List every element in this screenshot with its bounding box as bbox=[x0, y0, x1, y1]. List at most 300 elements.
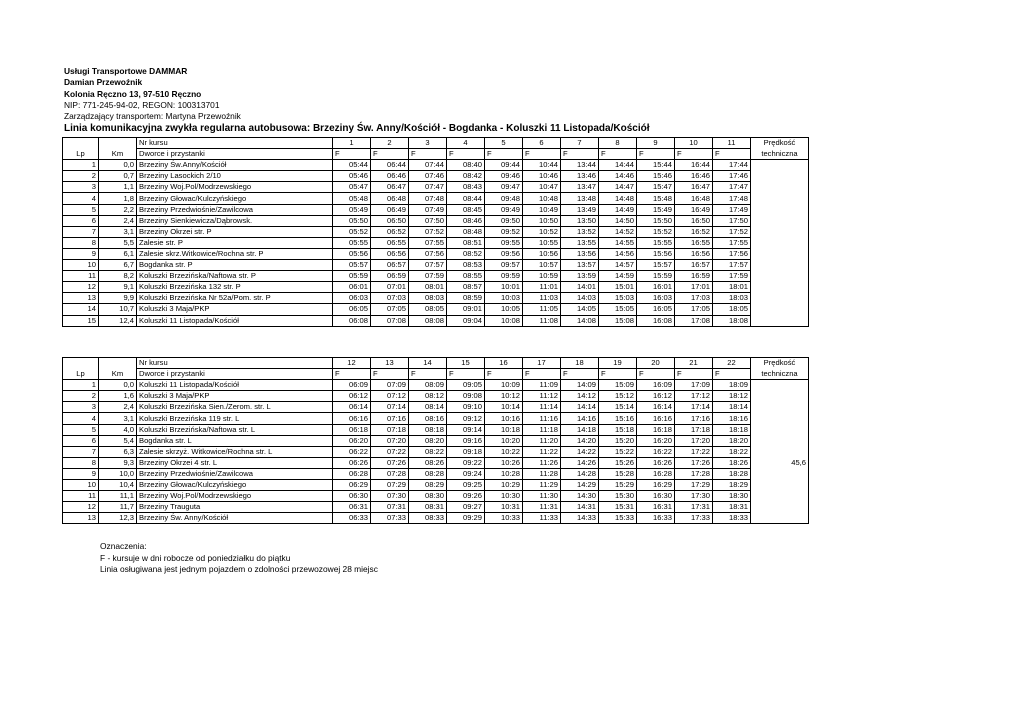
departure-time: 08:01 bbox=[409, 282, 447, 293]
row-km: 6,1 bbox=[99, 248, 137, 259]
course-number: 7 bbox=[561, 138, 599, 149]
departure-time: 07:08 bbox=[371, 315, 409, 326]
departure-time: 14:16 bbox=[561, 413, 599, 424]
departure-time: 17:50 bbox=[713, 215, 751, 226]
departure-time: 09:24 bbox=[447, 468, 485, 479]
row-stop: Brzeziny Św.Anny/Kościół bbox=[137, 160, 333, 171]
departure-time: 08:26 bbox=[409, 457, 447, 468]
speed-empty bbox=[751, 293, 809, 304]
row-stop: Brzeziny Głowac/Kulczyńskiego bbox=[137, 193, 333, 204]
departure-time: 14:08 bbox=[561, 315, 599, 326]
departure-time: 08:33 bbox=[409, 513, 447, 524]
departure-time: 13:56 bbox=[561, 248, 599, 259]
row-km: 0,0 bbox=[99, 160, 137, 171]
departure-time: 08:22 bbox=[409, 446, 447, 457]
departure-time: 18:14 bbox=[713, 402, 751, 413]
departure-time: 16:08 bbox=[637, 315, 675, 326]
departure-time: 07:28 bbox=[371, 468, 409, 479]
departure-time: 16:22 bbox=[637, 446, 675, 457]
departure-time: 09:59 bbox=[485, 271, 523, 282]
row-lp: 7 bbox=[63, 446, 99, 457]
speed-empty bbox=[751, 446, 809, 457]
departure-time: 14:48 bbox=[599, 193, 637, 204]
departure-time: 18:12 bbox=[713, 391, 751, 402]
day-code: F bbox=[371, 369, 409, 380]
speed-empty bbox=[751, 237, 809, 248]
table-row bbox=[63, 446, 809, 457]
departure-time: 18:05 bbox=[713, 304, 751, 315]
departure-time: 14:18 bbox=[561, 424, 599, 435]
row-stop: Koluszki 3 Maja/PKP bbox=[137, 391, 333, 402]
departure-time: 11:28 bbox=[523, 468, 561, 479]
row-lp: 10 bbox=[63, 260, 99, 271]
row-stop: Koluszki 11 Listopada/Kościół bbox=[137, 380, 333, 391]
table-row bbox=[63, 182, 809, 193]
departure-time: 11:08 bbox=[523, 315, 561, 326]
departure-time: 17:56 bbox=[713, 248, 751, 259]
row-stop: Brzeziny Okrzei str. P bbox=[137, 226, 333, 237]
km-header-empty bbox=[99, 138, 137, 149]
row-lp: 5 bbox=[63, 204, 99, 215]
row-stop: Brzeziny Okrzei 4 str. L bbox=[137, 457, 333, 468]
departure-time: 08:42 bbox=[447, 171, 485, 182]
row-lp: 4 bbox=[63, 193, 99, 204]
departure-time: 15:09 bbox=[599, 380, 637, 391]
departure-time: 10:14 bbox=[485, 402, 523, 413]
departure-time: 07:09 bbox=[371, 380, 409, 391]
row-stop: Koluszki 11 Listopada/Kościół bbox=[137, 315, 333, 326]
lp-header-empty bbox=[63, 138, 99, 149]
departure-time: 17:09 bbox=[675, 380, 713, 391]
departure-time: 16:57 bbox=[675, 260, 713, 271]
row-km: 4,0 bbox=[99, 424, 137, 435]
day-code: F bbox=[713, 369, 751, 380]
speed-label: Prędkość bbox=[751, 358, 809, 369]
departure-time: 06:05 bbox=[333, 304, 371, 315]
departure-time: 08:18 bbox=[409, 424, 447, 435]
departure-time: 14:55 bbox=[599, 237, 637, 248]
course-number: 8 bbox=[599, 138, 637, 149]
row-lp: 4 bbox=[63, 413, 99, 424]
departure-time: 13:47 bbox=[561, 182, 599, 193]
departure-time: 08:44 bbox=[447, 193, 485, 204]
departure-time: 16:33 bbox=[637, 513, 675, 524]
row-km: 1,1 bbox=[99, 182, 137, 193]
course-number: 14 bbox=[409, 358, 447, 369]
departure-time: 05:59 bbox=[333, 271, 371, 282]
table-row bbox=[63, 260, 809, 271]
company-address: Kolonia Ręczno 13, 97-510 Ręczno bbox=[64, 88, 202, 99]
legend-f: F - kursuje w dni robocze od poniedziałku do piątku bbox=[100, 552, 291, 563]
departure-time: 06:16 bbox=[333, 413, 371, 424]
row-lp: 10 bbox=[63, 480, 99, 491]
departure-time: 09:26 bbox=[447, 491, 485, 502]
row-lp: 11 bbox=[63, 271, 99, 282]
departure-time: 18:22 bbox=[713, 446, 751, 457]
row-stop: Koluszki Brzezińska/Naftowa str. P bbox=[137, 271, 333, 282]
departure-time: 06:48 bbox=[371, 193, 409, 204]
departure-time: 17:16 bbox=[675, 413, 713, 424]
departure-time: 17:29 bbox=[675, 480, 713, 491]
day-code: F bbox=[675, 369, 713, 380]
row-stop: Bogdanka str. L bbox=[137, 435, 333, 446]
departure-time: 06:59 bbox=[371, 271, 409, 282]
departure-time: 07:49 bbox=[409, 204, 447, 215]
departure-time: 10:29 bbox=[485, 480, 523, 491]
departure-time: 10:08 bbox=[485, 315, 523, 326]
day-code: F bbox=[485, 149, 523, 160]
row-stop: Koluszki 3 Maja/PKP bbox=[137, 304, 333, 315]
departure-time: 18:01 bbox=[713, 282, 751, 293]
departure-time: 09:55 bbox=[485, 237, 523, 248]
departure-time: 15:01 bbox=[599, 282, 637, 293]
speed-empty bbox=[751, 380, 809, 391]
departure-time: 07:20 bbox=[371, 435, 409, 446]
departure-time: 10:18 bbox=[485, 424, 523, 435]
km-label: Km bbox=[99, 369, 137, 380]
day-code: F bbox=[447, 369, 485, 380]
departure-time: 11:22 bbox=[523, 446, 561, 457]
row-km: 2,4 bbox=[99, 215, 137, 226]
row-stop: Zalesie skrz.Witkowice/Rochna str. P bbox=[137, 248, 333, 259]
row-stop: Koluszki Brzezińska Sien./Zerom. str. L bbox=[137, 402, 333, 413]
row-km: 10,0 bbox=[99, 468, 137, 479]
departure-time: 18:28 bbox=[713, 468, 751, 479]
departure-time: 15:29 bbox=[599, 480, 637, 491]
table-row bbox=[63, 248, 809, 259]
row-lp: 2 bbox=[63, 391, 99, 402]
departure-time: 10:50 bbox=[523, 215, 561, 226]
departure-time: 14:33 bbox=[561, 513, 599, 524]
departure-time: 16:50 bbox=[675, 215, 713, 226]
departure-time: 10:55 bbox=[523, 237, 561, 248]
day-code: F bbox=[523, 369, 561, 380]
departure-time: 09:44 bbox=[485, 160, 523, 171]
departure-time: 09:14 bbox=[447, 424, 485, 435]
table-row bbox=[63, 491, 809, 502]
departure-time: 17:22 bbox=[675, 446, 713, 457]
row-km: 9,1 bbox=[99, 282, 137, 293]
departure-time: 10:01 bbox=[485, 282, 523, 293]
departure-time: 14:03 bbox=[561, 293, 599, 304]
table-row bbox=[63, 237, 809, 248]
row-stop: Koluszki Brzezińska 119 str. L bbox=[137, 413, 333, 424]
header-row-days bbox=[63, 369, 809, 380]
course-number: 17 bbox=[523, 358, 561, 369]
row-stop: Brzeziny Sienkiewicza/Dąbrowsk. bbox=[137, 215, 333, 226]
row-stop: Koluszki Brzezińska Nr 52a/Pom. str. P bbox=[137, 293, 333, 304]
departure-time: 17:46 bbox=[713, 171, 751, 182]
departure-time: 11:33 bbox=[523, 513, 561, 524]
table-row bbox=[63, 160, 809, 171]
row-km: 6,3 bbox=[99, 446, 137, 457]
departure-time: 15:08 bbox=[599, 315, 637, 326]
departure-time: 13:48 bbox=[561, 193, 599, 204]
departure-time: 17:47 bbox=[713, 182, 751, 193]
departure-time: 05:55 bbox=[333, 237, 371, 248]
course-number: 22 bbox=[713, 358, 751, 369]
departure-time: 14:05 bbox=[561, 304, 599, 315]
nr-kursu-label: Nr kursu bbox=[137, 138, 333, 149]
speed-empty bbox=[751, 435, 809, 446]
row-stop: Brzeziny Przedwiośnie/Zawilcowa bbox=[137, 468, 333, 479]
departure-time: 16:14 bbox=[637, 402, 675, 413]
day-code: F bbox=[409, 149, 447, 160]
day-code: F bbox=[333, 149, 371, 160]
day-code: F bbox=[447, 149, 485, 160]
table-row bbox=[63, 391, 809, 402]
lp-label: Lp bbox=[63, 369, 99, 380]
departure-time: 07:18 bbox=[371, 424, 409, 435]
row-stop: Brzeziny Lasockich 2/10 bbox=[137, 171, 333, 182]
row-km: 2,4 bbox=[99, 402, 137, 413]
row-lp: 2 bbox=[63, 171, 99, 182]
departure-time: 08:16 bbox=[409, 413, 447, 424]
departure-time: 07:59 bbox=[409, 271, 447, 282]
km-header-empty bbox=[99, 358, 137, 369]
departure-time: 07:29 bbox=[371, 480, 409, 491]
departure-time: 10:31 bbox=[485, 502, 523, 513]
departure-time: 15:48 bbox=[637, 193, 675, 204]
departure-time: 17:01 bbox=[675, 282, 713, 293]
departure-time: 09:47 bbox=[485, 182, 523, 193]
owner-name: Damian Przewoźnik bbox=[64, 77, 143, 88]
departure-time: 07:14 bbox=[371, 402, 409, 413]
departure-time: 10:28 bbox=[485, 468, 523, 479]
row-lp: 5 bbox=[63, 424, 99, 435]
departure-time: 15:57 bbox=[637, 260, 675, 271]
row-km: 5,5 bbox=[99, 237, 137, 248]
departure-time: 10:59 bbox=[523, 271, 561, 282]
departure-time: 11:29 bbox=[523, 480, 561, 491]
departure-time: 06:55 bbox=[371, 237, 409, 248]
departure-time: 08:53 bbox=[447, 260, 485, 271]
table-row bbox=[63, 480, 809, 491]
departure-time: 10:49 bbox=[523, 204, 561, 215]
row-km: 0,7 bbox=[99, 171, 137, 182]
speed-empty bbox=[751, 315, 809, 326]
departure-time: 15:05 bbox=[599, 304, 637, 315]
departure-time: 11:30 bbox=[523, 491, 561, 502]
departure-time: 09:22 bbox=[447, 457, 485, 468]
company-name: Usługi Transportowe DAMMAR bbox=[64, 66, 188, 76]
table-row bbox=[63, 304, 809, 315]
departure-time: 08:30 bbox=[409, 491, 447, 502]
departure-time: 06:12 bbox=[333, 391, 371, 402]
row-lp: 13 bbox=[63, 513, 99, 524]
departure-time: 05:44 bbox=[333, 160, 371, 171]
day-code: F bbox=[333, 369, 371, 380]
departure-time: 06:03 bbox=[333, 293, 371, 304]
departure-time: 18:31 bbox=[713, 502, 751, 513]
departure-time: 17:59 bbox=[713, 271, 751, 282]
departure-time: 14:44 bbox=[599, 160, 637, 171]
day-code: F bbox=[599, 149, 637, 160]
departure-time: 15:28 bbox=[599, 468, 637, 479]
row-stop: Bogdanka str. P bbox=[137, 260, 333, 271]
departure-time: 06:33 bbox=[333, 513, 371, 524]
departure-time: 10:20 bbox=[485, 435, 523, 446]
departure-time: 17:57 bbox=[713, 260, 751, 271]
departure-time: 10:44 bbox=[523, 160, 561, 171]
departure-time: 05:47 bbox=[333, 182, 371, 193]
day-code: F bbox=[561, 369, 599, 380]
table-row bbox=[63, 282, 809, 293]
departure-time: 15:14 bbox=[599, 402, 637, 413]
row-lp: 14 bbox=[63, 304, 99, 315]
row-lp: 1 bbox=[63, 160, 99, 171]
row-km: 6,7 bbox=[99, 260, 137, 271]
departure-time: 07:22 bbox=[371, 446, 409, 457]
course-number: 9 bbox=[637, 138, 675, 149]
departure-time: 16:48 bbox=[675, 193, 713, 204]
departure-time: 10:47 bbox=[523, 182, 561, 193]
table-row bbox=[63, 215, 809, 226]
departure-time: 08:20 bbox=[409, 435, 447, 446]
row-lp: 11 bbox=[63, 491, 99, 502]
departure-time: 05:48 bbox=[333, 193, 371, 204]
departure-time: 15:46 bbox=[637, 171, 675, 182]
day-code: F bbox=[409, 369, 447, 380]
departure-time: 18:08 bbox=[713, 315, 751, 326]
departure-time: 10:22 bbox=[485, 446, 523, 457]
departure-time: 14:09 bbox=[561, 380, 599, 391]
departure-time: 05:52 bbox=[333, 226, 371, 237]
departure-time: 15:20 bbox=[599, 435, 637, 446]
departure-time: 08:57 bbox=[447, 282, 485, 293]
departure-time: 11:20 bbox=[523, 435, 561, 446]
legend-capacity: Linia osługiwana jest jednym pojazdem o zdolności przewozowej 28 miejsc bbox=[100, 564, 378, 574]
departure-time: 06:29 bbox=[333, 480, 371, 491]
departure-time: 08:46 bbox=[447, 215, 485, 226]
row-km: 1,8 bbox=[99, 193, 137, 204]
table-row bbox=[63, 271, 809, 282]
departure-time: 18:09 bbox=[713, 380, 751, 391]
departure-time: 10:56 bbox=[523, 248, 561, 259]
departure-time: 11:31 bbox=[523, 502, 561, 513]
departure-time: 06:44 bbox=[371, 160, 409, 171]
departure-time: 14:59 bbox=[599, 271, 637, 282]
departure-time: 11:14 bbox=[523, 402, 561, 413]
row-km: 11,7 bbox=[99, 502, 137, 513]
departure-time: 07:12 bbox=[371, 391, 409, 402]
row-km: 0,0 bbox=[99, 380, 137, 391]
departure-time: 08:43 bbox=[447, 182, 485, 193]
row-km: 8,2 bbox=[99, 271, 137, 282]
course-number: 5 bbox=[485, 138, 523, 149]
departure-time: 08:45 bbox=[447, 204, 485, 215]
departure-time: 11:18 bbox=[523, 424, 561, 435]
course-number: 20 bbox=[637, 358, 675, 369]
departure-time: 08:09 bbox=[409, 380, 447, 391]
departure-time: 09:05 bbox=[447, 380, 485, 391]
departure-time: 15:50 bbox=[637, 215, 675, 226]
departure-time: 17:28 bbox=[675, 468, 713, 479]
row-lp: 12 bbox=[63, 282, 99, 293]
row-km: 5,4 bbox=[99, 435, 137, 446]
departure-time: 06:57 bbox=[371, 260, 409, 271]
departure-time: 17:14 bbox=[675, 402, 713, 413]
operator-header bbox=[64, 66, 241, 122]
table-row bbox=[63, 226, 809, 237]
departure-time: 15:31 bbox=[599, 502, 637, 513]
row-km: 12,4 bbox=[99, 315, 137, 326]
departure-time: 17:31 bbox=[675, 502, 713, 513]
departure-time: 11:12 bbox=[523, 391, 561, 402]
speed-label-2: techniczna bbox=[751, 369, 809, 380]
departure-time: 08:12 bbox=[409, 391, 447, 402]
departure-time: 06:01 bbox=[333, 282, 371, 293]
departure-time: 07:16 bbox=[371, 413, 409, 424]
speed-empty bbox=[751, 402, 809, 413]
row-km: 10,7 bbox=[99, 304, 137, 315]
day-code: F bbox=[561, 149, 599, 160]
departure-time: 06:30 bbox=[333, 491, 371, 502]
departure-time: 06:09 bbox=[333, 380, 371, 391]
speed-empty bbox=[751, 248, 809, 259]
departure-time: 11:16 bbox=[523, 413, 561, 424]
day-code: F bbox=[637, 369, 675, 380]
departure-time: 08:08 bbox=[409, 315, 447, 326]
departure-time: 09:48 bbox=[485, 193, 523, 204]
departure-time: 06:31 bbox=[333, 502, 371, 513]
departure-time: 18:20 bbox=[713, 435, 751, 446]
departure-time: 16:47 bbox=[675, 182, 713, 193]
km-label: Km bbox=[99, 149, 137, 160]
departure-time: 07:57 bbox=[409, 260, 447, 271]
departure-time: 17:44 bbox=[713, 160, 751, 171]
departure-time: 06:26 bbox=[333, 457, 371, 468]
course-number: 1 bbox=[333, 138, 371, 149]
departure-time: 16:18 bbox=[637, 424, 675, 435]
departure-time: 15:59 bbox=[637, 271, 675, 282]
row-stop: Brzeziny Głowac/Kulczyńskiego bbox=[137, 480, 333, 491]
row-lp: 6 bbox=[63, 435, 99, 446]
row-lp: 3 bbox=[63, 402, 99, 413]
departure-time: 16:49 bbox=[675, 204, 713, 215]
departure-time: 09:57 bbox=[485, 260, 523, 271]
departure-time: 10:26 bbox=[485, 457, 523, 468]
departure-time: 05:50 bbox=[333, 215, 371, 226]
speed-empty bbox=[751, 413, 809, 424]
speed-empty bbox=[751, 226, 809, 237]
departure-time: 09:18 bbox=[447, 446, 485, 457]
departure-time: 16:56 bbox=[675, 248, 713, 259]
speed-empty bbox=[751, 391, 809, 402]
departure-time: 11:09 bbox=[523, 380, 561, 391]
departure-time: 07:33 bbox=[371, 513, 409, 524]
departure-time: 14:01 bbox=[561, 282, 599, 293]
departure-time: 16:05 bbox=[637, 304, 675, 315]
departure-time: 15:56 bbox=[637, 248, 675, 259]
departure-time: 17:52 bbox=[713, 226, 751, 237]
course-number: 2 bbox=[371, 138, 409, 149]
table-row bbox=[63, 380, 809, 391]
departure-time: 18:30 bbox=[713, 491, 751, 502]
departure-time: 07:50 bbox=[409, 215, 447, 226]
row-km: 9,9 bbox=[99, 293, 137, 304]
row-km: 3,1 bbox=[99, 226, 137, 237]
departure-time: 09:29 bbox=[447, 513, 485, 524]
departure-time: 18:26 bbox=[713, 457, 751, 468]
course-number: 10 bbox=[675, 138, 713, 149]
departure-time: 10:57 bbox=[523, 260, 561, 271]
nr-kursu-label: Nr kursu bbox=[137, 358, 333, 369]
departure-time: 11:05 bbox=[523, 304, 561, 315]
speed-empty bbox=[751, 304, 809, 315]
departure-time: 09:52 bbox=[485, 226, 523, 237]
departure-time: 18:18 bbox=[713, 424, 751, 435]
